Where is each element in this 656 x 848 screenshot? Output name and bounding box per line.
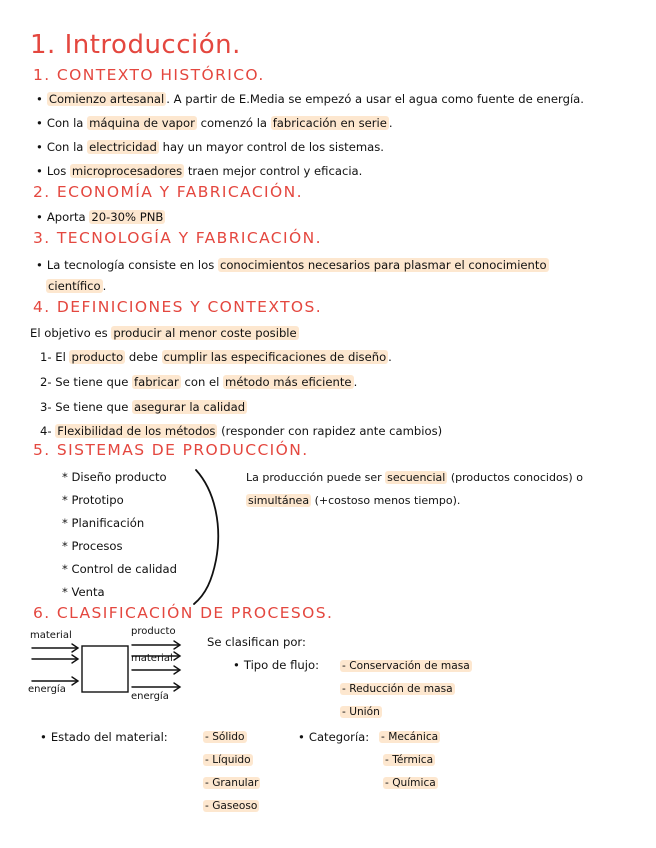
s4-item-2: [40, 375, 357, 389]
highlight: - Química: [385, 777, 436, 789]
estado-item-4: [203, 800, 259, 812]
text: .: [388, 116, 393, 130]
s1-bullet-2: [36, 116, 393, 130]
highlight: asegurar la calidad: [134, 400, 246, 414]
text: Estado del material:: [50, 730, 168, 744]
text: .: [353, 375, 358, 389]
text: Aporta: [46, 210, 90, 224]
s3-bullet-1-continuation: [46, 279, 106, 293]
estado-item-3: [203, 777, 260, 789]
highlight: fabricar: [134, 375, 179, 389]
process-box: [82, 646, 128, 692]
categoria-item-2: [383, 754, 435, 766]
highlight: conocimientos necesarios para plasmar el conocimiento: [219, 258, 547, 272]
s5-item-5: * Control de calidad: [62, 562, 177, 576]
section-6-heading: 6. CLASIFICACIÓN DE PROCESOS.: [33, 604, 334, 622]
text: La tecnología consiste en los: [46, 258, 218, 272]
highlight: - Gaseoso: [205, 800, 258, 812]
text: traen mejor control y eficacia.: [184, 164, 363, 178]
text: (+costoso menos tiempo).: [311, 494, 461, 507]
s5-note-line-2: [246, 494, 460, 507]
s5-item-6: * Venta: [62, 585, 105, 599]
highlight: secuencial: [387, 471, 446, 484]
s5-item-3: * Planificación: [62, 516, 145, 530]
estado-item-1: [203, 731, 247, 743]
text: 1- El: [40, 350, 70, 364]
flujo-item-3: [340, 706, 382, 718]
s4-item-1: [40, 350, 392, 364]
highlight: - Conservación de masa: [342, 660, 470, 672]
highlight: cumplir las especificaciones de diseño: [163, 350, 387, 364]
diagram-label-product-out: producto: [131, 626, 176, 637]
s4-item-3: [40, 400, 247, 414]
estado-material-label: [40, 730, 168, 744]
highlight: científico: [48, 279, 101, 293]
section-3-heading: 3. TECNOLOGÍA Y FABRICACIÓN.: [33, 229, 322, 247]
highlight: - Sólido: [205, 731, 245, 743]
s3-bullet-1: [36, 258, 549, 272]
s2-bullet-1: [36, 210, 165, 224]
highlight: electricidad: [89, 140, 157, 154]
text: 2- Se tiene que: [40, 375, 133, 389]
text: (productos conocidos) o: [447, 471, 583, 484]
highlight: - Unión: [342, 706, 380, 718]
s5-item-1: * Diseño producto: [62, 470, 167, 484]
s1-bullet-1: [36, 92, 584, 106]
page-title: 1. Introducción.: [30, 30, 241, 60]
text: La producción puede ser: [246, 471, 386, 484]
text: Categoría:: [308, 730, 370, 744]
highlight: producto: [71, 350, 124, 364]
s4-intro: [30, 326, 299, 340]
text: hay un mayor control de los sistemas.: [158, 140, 384, 154]
s5-item-4: * Procesos: [62, 539, 123, 553]
right-brace: [190, 468, 230, 608]
tipo-flujo-label: [233, 658, 319, 672]
highlight: Flexibilidad de los métodos: [57, 424, 216, 438]
period: .: [102, 279, 107, 293]
flujo-item-2: [340, 683, 455, 695]
estado-item-2: [203, 754, 253, 766]
section-2-heading: 2. ECONOMÍA Y FABRICACIÓN.: [33, 183, 303, 201]
text: . A partir de E.Media se empezó a usar el agua como fuente de energía.: [166, 92, 584, 106]
text: .: [388, 350, 392, 364]
text: Los: [46, 164, 70, 178]
s6-intro: Se clasifican por:: [207, 635, 306, 649]
text: 4-: [40, 424, 56, 438]
text: Tipo de flujo:: [243, 658, 319, 672]
highlight: - Líquido: [205, 754, 251, 766]
highlight: - Reducción de masa: [342, 683, 453, 695]
text: debe: [125, 350, 162, 364]
highlight: 20-30% PNB: [91, 210, 164, 224]
highlight: simultánea: [248, 494, 310, 507]
text: comenzó la: [196, 116, 271, 130]
text: El objetivo es: [30, 326, 112, 340]
text: (responder con rapidez ante cambios): [217, 424, 443, 438]
s1-bullet-3: [36, 140, 384, 154]
highlight: microprocesadores: [71, 164, 183, 178]
diagram-label-material-in: material: [30, 630, 72, 641]
highlight: - Térmica: [385, 754, 434, 766]
s4-item-4: [40, 424, 442, 438]
highlight: - Granular: [205, 777, 259, 789]
diagram-label-material-out: material: [131, 653, 173, 664]
highlight: Comienzo artesanal: [48, 92, 165, 106]
text: Con la: [46, 140, 88, 154]
text: con el: [180, 375, 224, 389]
section-1-heading: 1. CONTEXTO HISTÓRICO.: [33, 66, 265, 84]
text: 3- Se tiene que: [40, 400, 133, 414]
s5-item-2: * Prototipo: [62, 493, 124, 507]
s5-note-line-1: [246, 471, 583, 484]
categoria-label: [298, 730, 369, 744]
highlight: - Mecánica: [381, 731, 439, 743]
highlight: máquina de vapor: [89, 116, 195, 130]
diagram-label-energy-out: energía: [131, 691, 169, 702]
highlight: método más eficiente: [225, 375, 352, 389]
highlight: fabricación en serie: [272, 116, 387, 130]
section-4-heading: 4. DEFINICIONES Y CONTEXTOS.: [33, 298, 323, 316]
categoria-item-3: [383, 777, 438, 789]
section-5-heading: 5. SISTEMAS DE PRODUCCIÓN.: [33, 441, 309, 459]
diagram-label-energy-in: energía: [28, 684, 66, 695]
categoria-item-1: [379, 731, 440, 743]
flujo-item-1: [340, 660, 472, 672]
text: Con la: [46, 116, 88, 130]
highlight: producir al menor coste posible: [113, 326, 297, 340]
s1-bullet-4: [36, 164, 362, 178]
